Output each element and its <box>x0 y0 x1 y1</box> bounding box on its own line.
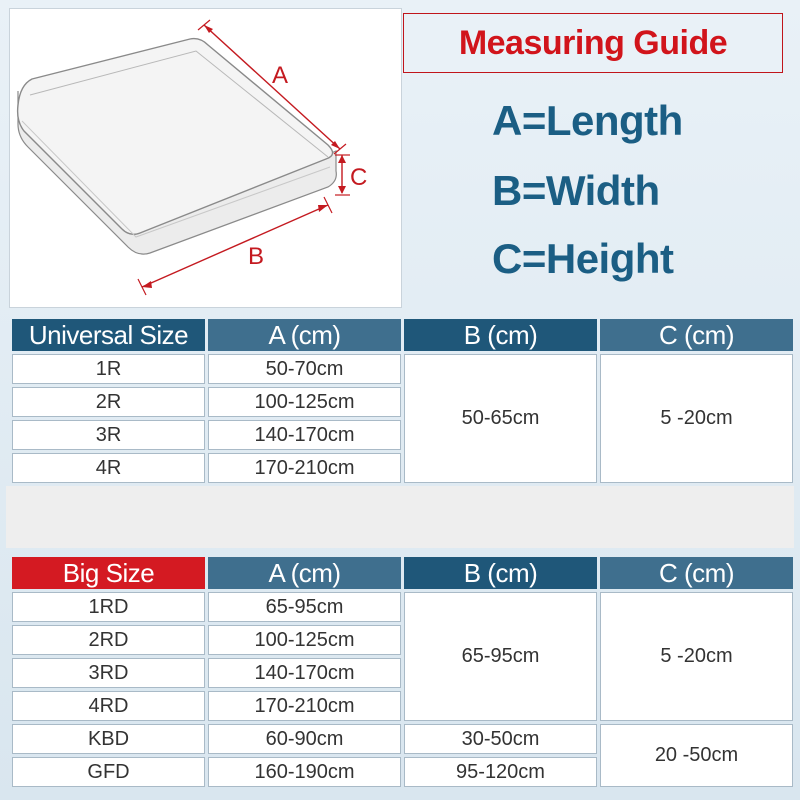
size-name: GFD <box>12 757 205 787</box>
header-c: C (cm) <box>600 557 793 589</box>
width-value: 95-120cm <box>404 757 597 787</box>
header-a: A (cm) <box>208 557 401 589</box>
width-value: 50-65cm <box>404 354 597 483</box>
header-a: A (cm) <box>208 319 401 351</box>
length-value: 170-210cm <box>208 691 401 721</box>
length-value: 140-170cm <box>208 658 401 688</box>
header-big-size: Big Size <box>12 557 205 589</box>
label-c: C <box>350 164 368 191</box>
length-value: 60-90cm <box>208 724 401 754</box>
size-name: KBD <box>12 724 205 754</box>
height-value: 20 -50cm <box>600 724 793 787</box>
height-value: 5 -20cm <box>600 354 793 483</box>
size-name: 2R <box>12 387 205 417</box>
header-universal-size: Universal Size <box>12 319 205 351</box>
label-a: A <box>272 62 289 89</box>
header-b: B (cm) <box>404 557 597 589</box>
size-name: 3RD <box>12 658 205 688</box>
length-value: 160-190cm <box>208 757 401 787</box>
height-value: 5 -20cm <box>600 592 793 721</box>
length-value: 100-125cm <box>208 387 401 417</box>
cushion-diagram <box>10 9 401 307</box>
width-value: 65-95cm <box>404 592 597 721</box>
header-b: B (cm) <box>404 319 597 351</box>
title-text: Measuring Guide <box>458 23 728 62</box>
length-value: 170-210cm <box>208 453 401 483</box>
length-value: 50-70cm <box>208 354 401 384</box>
table-row <box>12 354 793 384</box>
length-value: 100-125cm <box>208 625 401 655</box>
table-row <box>12 592 793 622</box>
length-value: 140-170cm <box>208 420 401 450</box>
header-c: C (cm) <box>600 319 793 351</box>
size-name: 4R <box>12 453 205 483</box>
table-row <box>12 724 793 754</box>
big-size-table <box>9 554 796 790</box>
measuring-guide-title <box>403 13 783 73</box>
size-name: 2RD <box>12 625 205 655</box>
cushion-diagram-panel <box>9 8 402 308</box>
size-name: 3R <box>12 420 205 450</box>
divider-band <box>6 486 794 548</box>
length-value: 65-95cm <box>208 592 401 622</box>
size-name: 4RD <box>12 691 205 721</box>
legend-c-height: C=Height <box>492 235 674 282</box>
size-name: 1RD <box>12 592 205 622</box>
legend-a-length: A=Length <box>492 97 683 144</box>
label-b: B <box>248 243 265 270</box>
universal-size-table <box>9 316 796 486</box>
width-value: 30-50cm <box>404 724 597 754</box>
legend-b-width: B=Width <box>492 167 660 214</box>
size-name: 1R <box>12 354 205 384</box>
